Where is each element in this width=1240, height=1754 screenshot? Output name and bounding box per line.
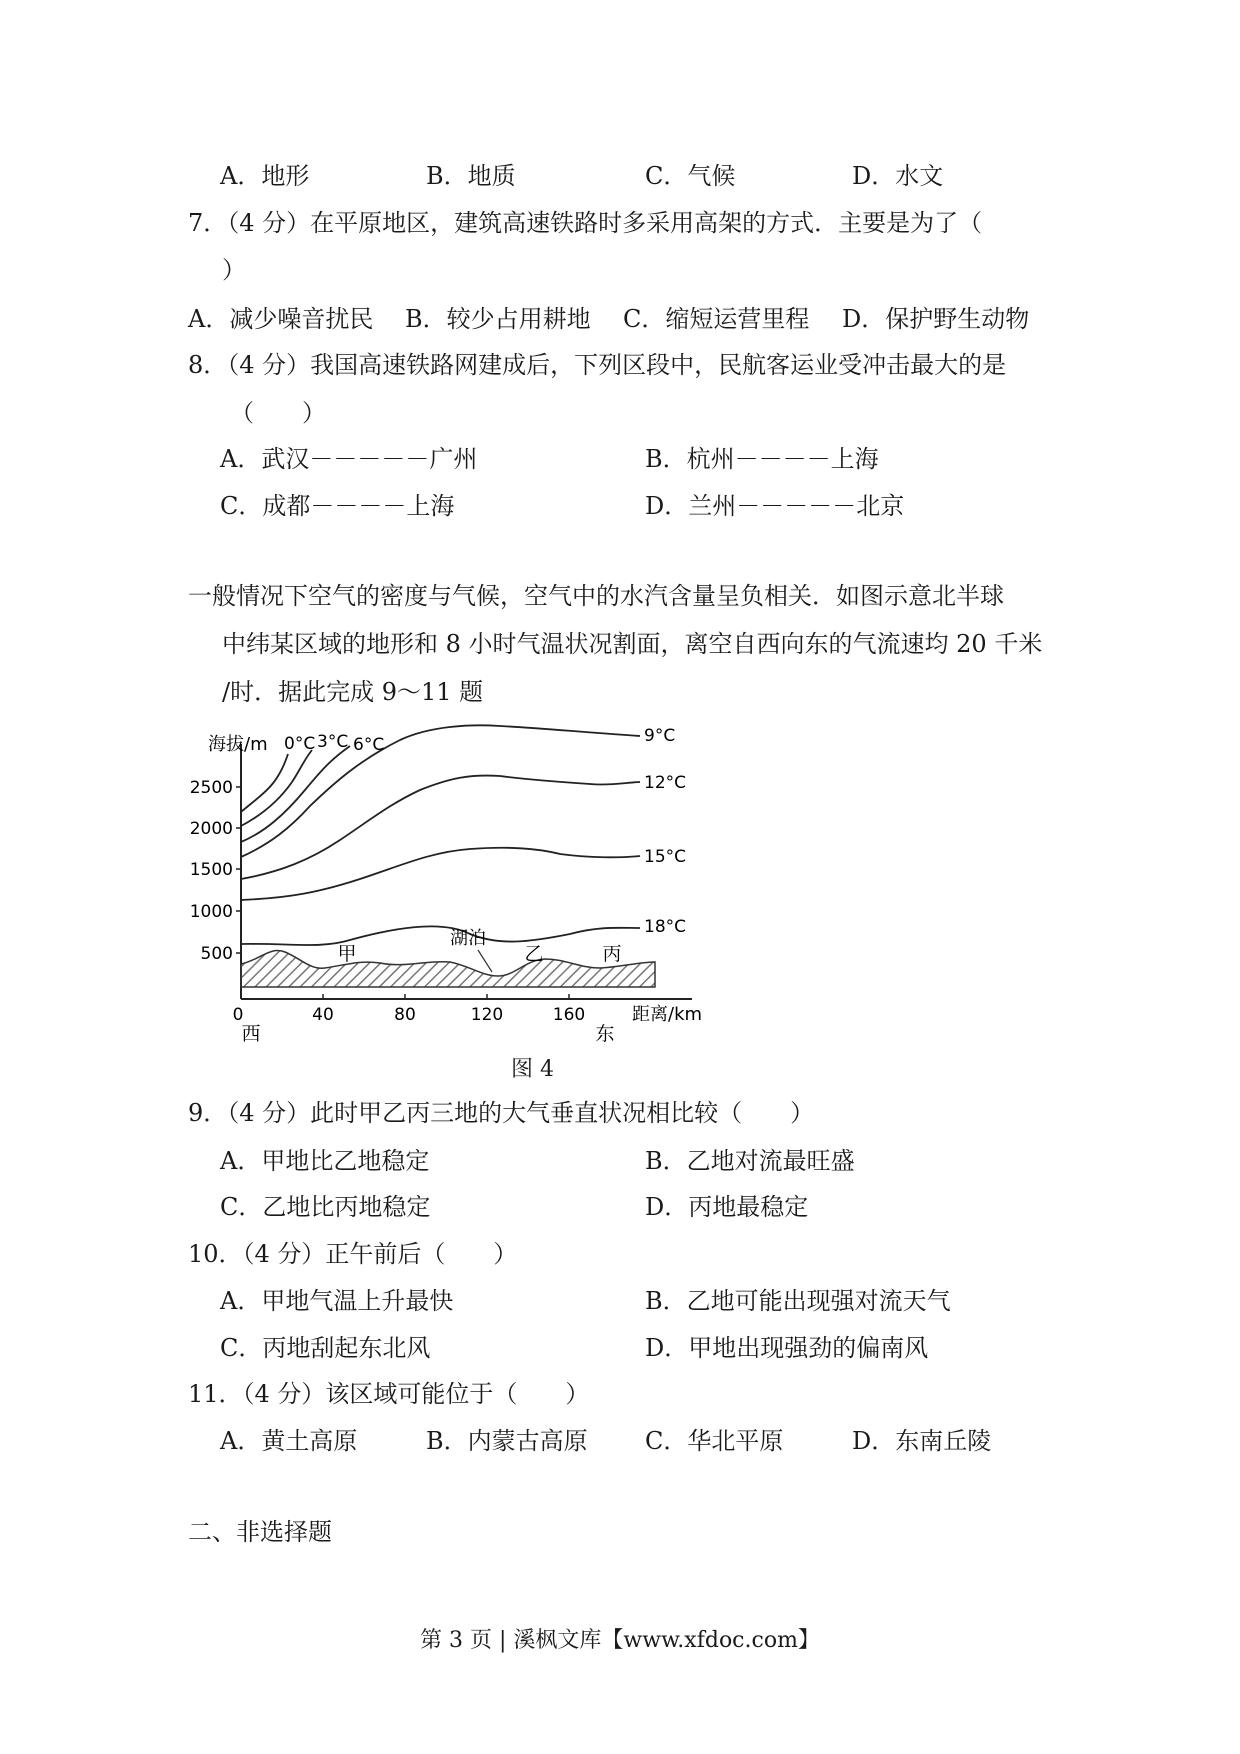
- x-tick-80: 80: [394, 1005, 416, 1025]
- figure-caption: 图 4: [511, 1057, 554, 1082]
- lake-leader: [478, 950, 492, 972]
- west-label: 西: [241, 1023, 261, 1045]
- y-axis-label: 海拔/m: [208, 734, 268, 755]
- q6-option-d: D．水文: [852, 162, 944, 190]
- q7-option-b: B．较少占用耕地: [405, 305, 591, 333]
- q11-option-b: B．内蒙古高原: [426, 1427, 588, 1455]
- q7-option-d: D．保护野生动物: [842, 305, 1030, 333]
- q8-option-c: C．成都－－－－上海: [220, 492, 455, 520]
- q7-option-a: A．减少噪音扰民: [188, 305, 374, 333]
- place-lake: 湖泊: [450, 928, 486, 949]
- q6-option-c: C．气候: [645, 162, 736, 190]
- y-tick-2500: 2500: [189, 778, 233, 798]
- q10-option-b: B．乙地可能出现强对流天气: [645, 1287, 951, 1315]
- q7-stem-line2: ）: [222, 256, 246, 284]
- x-tick-40: 40: [312, 1005, 334, 1025]
- q9-option-d: D．丙地最稳定: [645, 1193, 809, 1221]
- q6-option-b: B．地质: [426, 162, 516, 190]
- x-tick-0: 0: [232, 1005, 244, 1025]
- y-tick-500: 500: [200, 944, 233, 964]
- x-tick-160: 160: [552, 1005, 586, 1025]
- place-bing: 丙: [602, 943, 622, 965]
- q10-option-d: D．甲地出现强劲的偏南风: [645, 1334, 929, 1362]
- q10-stem: 10．（4 分）正午前后（ ）: [188, 1240, 518, 1268]
- q8-option-b: B．杭州－－－－上海: [645, 445, 879, 473]
- q7-option-c: C．缩短运营里程: [623, 305, 810, 333]
- y-tick-2000: 2000: [189, 819, 233, 839]
- isotherm-0: [241, 754, 288, 812]
- passage-line1: 一般情况下空气的密度与气候，空气中的水汽含量呈负相关．如图示意北半球: [188, 582, 1004, 610]
- q11-stem: 11．（4 分）该区域可能位于（ ）: [188, 1380, 590, 1408]
- isotherm-label-18: 18°C: [644, 917, 687, 937]
- q6-option-a: A．地形: [220, 162, 310, 190]
- passage-line2: 中纬某区域的地形和 8 小时气温状况割面，离空自西向东的气流速均 20 千米: [222, 630, 1043, 658]
- q8-stem-line1: 8．（4 分）我国高速铁路网建成后，下列区段中，民航客运业受冲击最大的是: [188, 351, 1007, 379]
- topography-temperature-profile: [189, 724, 720, 1045]
- y-tick-1000: 1000: [189, 902, 233, 922]
- q11-option-c: C．华北平原: [645, 1427, 784, 1455]
- isotherm-label-9: 9°C: [644, 726, 676, 746]
- isotherm-label-3: 3°C: [317, 732, 349, 752]
- isotherm-label-12: 12°C: [644, 773, 687, 793]
- q11-option-a: A．黄土高原: [220, 1427, 358, 1455]
- place-yi: 乙: [524, 943, 544, 965]
- q9-option-c: C．乙地比丙地稳定: [220, 1193, 431, 1221]
- q9-option-a: A．甲地比乙地稳定: [220, 1147, 430, 1175]
- y-tick-1500: 1500: [189, 860, 233, 880]
- isotherm-label-6: 6°C: [353, 735, 385, 755]
- terrain-profile: [241, 951, 655, 987]
- q7-stem-line1: 7．（4 分）在平原地区，建筑高速铁路时多采用高架的方式．主要是为了（: [188, 209, 983, 237]
- q11-option-d: D．东南丘陵: [852, 1427, 992, 1455]
- isotherm-18: [241, 926, 640, 945]
- isotherm-6: [241, 746, 350, 842]
- q10-option-a: A．甲地气温上升最快: [220, 1287, 454, 1315]
- passage-line3: /时．据此完成 9～11 题: [222, 678, 484, 706]
- east-label: 东: [595, 1023, 615, 1045]
- q8-option-d: D．兰州－－－－－北京: [645, 492, 905, 520]
- isotherm-label-15: 15°C: [644, 847, 687, 867]
- isotherm-label-0: 0°C: [284, 734, 316, 754]
- q8-stem-line2: （ ）: [230, 399, 326, 427]
- q8-option-a: A．武汉－－－－－广州: [220, 445, 478, 473]
- isotherm-12: [241, 776, 640, 879]
- page-footer: 第 3 页 | 溪枫文库【www.xfdoc.com】: [420, 1628, 820, 1653]
- q10-option-c: C．丙地刮起东北风: [220, 1334, 431, 1362]
- q9-stem: 9．（4 分）此时甲乙丙三地的大气垂直状况相比较（ ）: [188, 1099, 815, 1127]
- section-heading: 二、非选择题: [188, 1518, 332, 1546]
- place-jia: 甲: [337, 943, 357, 965]
- x-tick-120: 120: [470, 1005, 504, 1025]
- x-axis-label: 距离/km: [632, 1004, 703, 1025]
- q9-option-b: B．乙地对流最旺盛: [645, 1147, 855, 1175]
- isotherm-15: [241, 848, 640, 900]
